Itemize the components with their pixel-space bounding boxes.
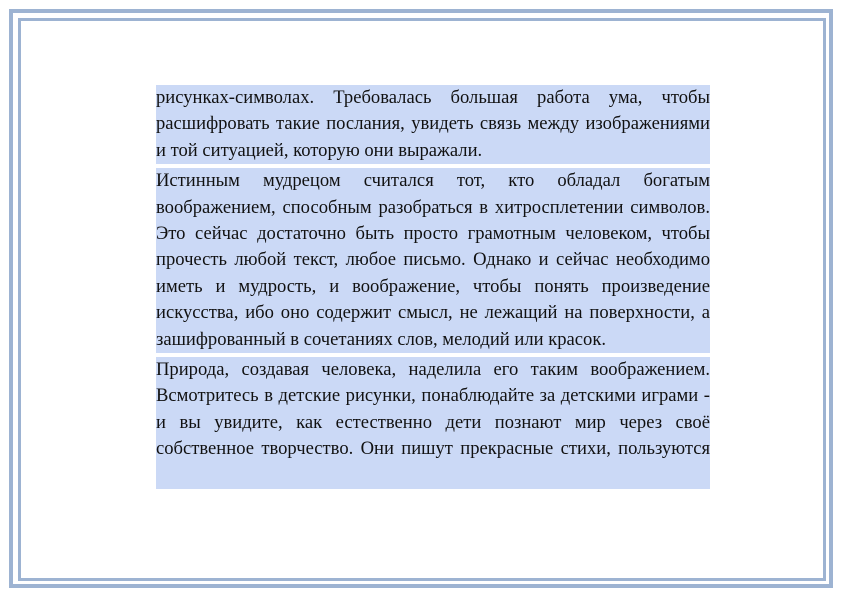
text-body: [156, 85, 710, 489]
paragraph-3: Природа, создавая человека, наделила его таким воображением. Всмотритесь в детские рисунки, понаблюдайте за детскими играми - и вы увидите, как естественно дети познают мир через своё собственное творчество. Они пишут прекрасные стихи, пользуются: [156, 357, 710, 489]
paragraph-1: рисунках-символах. Требовалась большая работа ума, чтобы расшифровать такие послания, увидеть связь между изображениями и той ситуацией, которую они выражали.: [156, 85, 710, 164]
paragraph-2: Истинным мудрецом считался тот, кто обладал богатым воображением, способным разобраться в хитросплетении символов. Это сейчас достаточно быть просто грамотным человеком, чтобы прочесть любой текст, любое письмо. Однако и сейчас необходимо иметь и мудрость, и воображение, чтобы понять произведение искусства, ибо оно содержит смысл, не лежащий на поверхности, а зашифрованный в сочетаниях слов, мелодий или красок.: [156, 168, 710, 353]
